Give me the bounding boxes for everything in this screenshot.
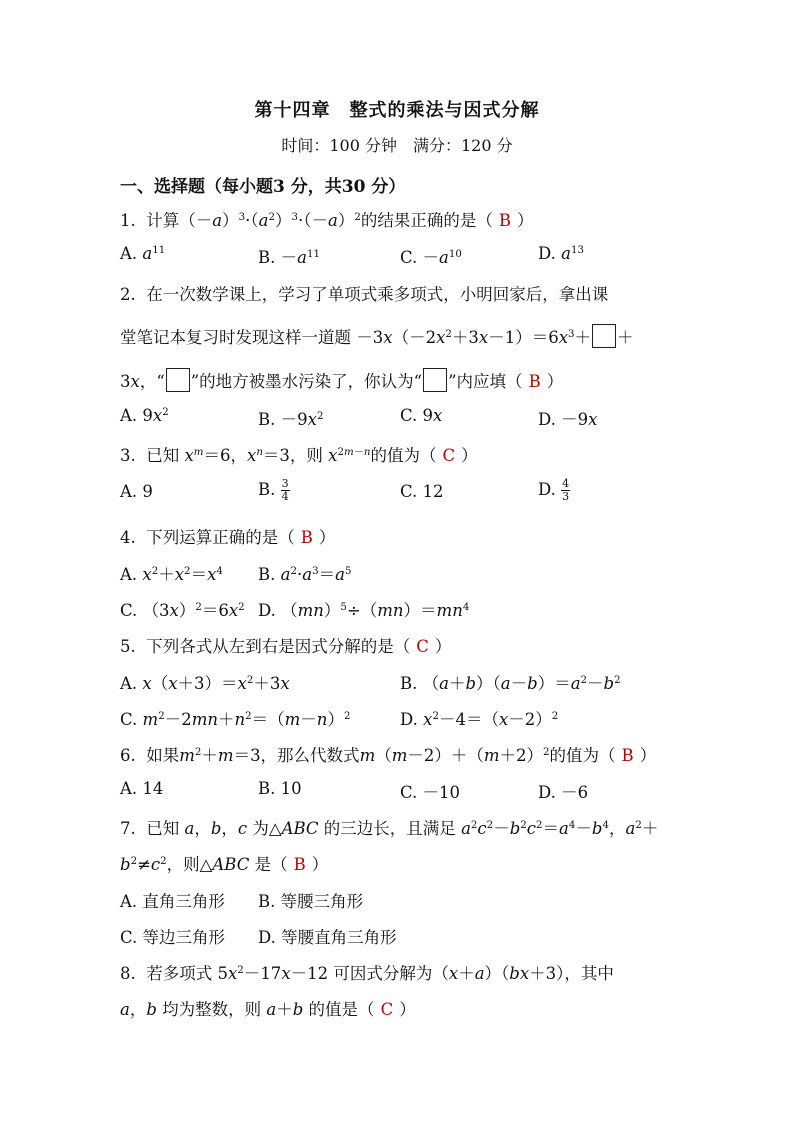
option-c: C. －10 [400,783,461,802]
option-d: D. －9x [538,410,598,429]
question-8-line-2: a，b 均为整数，则 a＋b 的值是（ C ） [120,1000,416,1019]
answer-mark: B [293,855,306,874]
question-8-line-1: 8. 若多项式 $5x^2-17x-12$ 可因式分解为（x＋a）（bx＋3），其中 [120,964,614,983]
option-b: B. $-9x^2$ [258,410,324,429]
question-7-line-2: $b^2\ne c^2$，则△ABC 是（ B ） [120,855,329,874]
answer-mark: B [528,372,541,391]
answer-mark: C [380,1000,394,1019]
blank-box [592,324,616,348]
option-b: B. $a^2\cdot a^3=a^5$ [258,565,352,584]
blank-box [166,368,190,392]
question-2-line-1: 2. 在一次数学课上，学习了单项式乘多项式，小明回家后，拿出课 [120,285,609,304]
option-b: B. 10 [258,779,302,798]
question-2-line-2: 堂笔记本复习时发现这样一道题 $-3x(-2x^2+3x-1)=6x^3+$ ＋ [120,324,634,348]
option-c: C. $-a^{10}$ [400,248,462,267]
option-c: C. 9x [400,406,443,425]
option-c: C. $(3x)^2=6x^2$ [120,601,245,620]
question-1: 1. 计算$(-a)^3\cdot(a^2)^3\cdot(-a)^2$的结果正确的是（ B ） [120,211,534,230]
option-b: B. $\frac{3}{4}$ [258,477,289,503]
option-a: A. $9x^2$ [120,406,169,425]
option-a: A. $x(x+3)=x^2+3x$ [120,674,290,693]
option-a: A. $a^{11}$ [120,244,166,263]
answer-mark: B [300,528,313,547]
option-a: A. 直角三角形 [120,892,225,911]
question-7-line-1: 7. 已知 a，b，c 为△ABC 的三边长，且满足 $a^2c^2-b^2c^2=a^4-b^4$，$a^2+$ [120,819,659,838]
question-3: 3. 已知 $x^m=6$，$x^n=3$，则 $x^{2m-n}$的值为（ C ） [120,446,478,465]
option-d: D. $\frac{4}{3}$ [538,477,570,503]
question-number: 1. [120,211,136,230]
option-d: D. $a^{13}$ [538,244,584,263]
option-a: A. $x^2+x^2=x^4$ [120,565,223,584]
question-6: 6. 如果$m^2+m=3$，那么代数式$m(m-2)+(m+2)^2$的值为（ B ） [120,746,657,765]
option-c: C. $m^2-2mn+n^2=(m-n)^2$ [120,710,351,729]
option-c: C. 12 [400,482,444,501]
question-5: 5. 下列各式从左到右是因式分解的是（ C ） [120,637,452,656]
option-b: B. $(a+b)(a-b)=a^2-b^2$ [400,674,621,693]
question-4: 4. 下列运算正确的是（ B ） [120,528,336,547]
option-d: D. $(mn)^5\div(mn)=mn^4$ [258,601,470,620]
section-heading: 一、选择题（每小题3 分，共30 分） [120,177,406,197]
option-c: C. 等边三角形 [120,928,226,947]
answer-mark: C [442,446,456,465]
page-title: 第十四章 整式的乘法与因式分解 [254,100,540,121]
option-b: B. $-a^{11}$ [258,248,320,267]
option-a: A. 9 [120,482,153,501]
question-2-line-3: 3x，“ ”的地方被墨水污染了，你认为“ ”内应填（ B ） [120,368,563,392]
exam-info: 时间：100 分钟 满分：120 分 [281,136,513,155]
fraction: $\frac{3}{4}$ [281,477,289,503]
option-a: A. 14 [120,779,164,798]
option-d: D. 等腰直角三角形 [258,928,397,947]
option-d: D. －6 [538,783,589,802]
answer-mark: B [498,211,511,230]
blank-box [423,368,447,392]
answer-mark: C [416,637,429,656]
answer-mark: B [621,746,634,765]
option-b: B. 等腰三角形 [258,892,364,911]
fraction: $\frac{4}{3}$ [562,477,570,503]
option-d: D. $x^2-4=(x-2)^2$ [400,710,559,729]
